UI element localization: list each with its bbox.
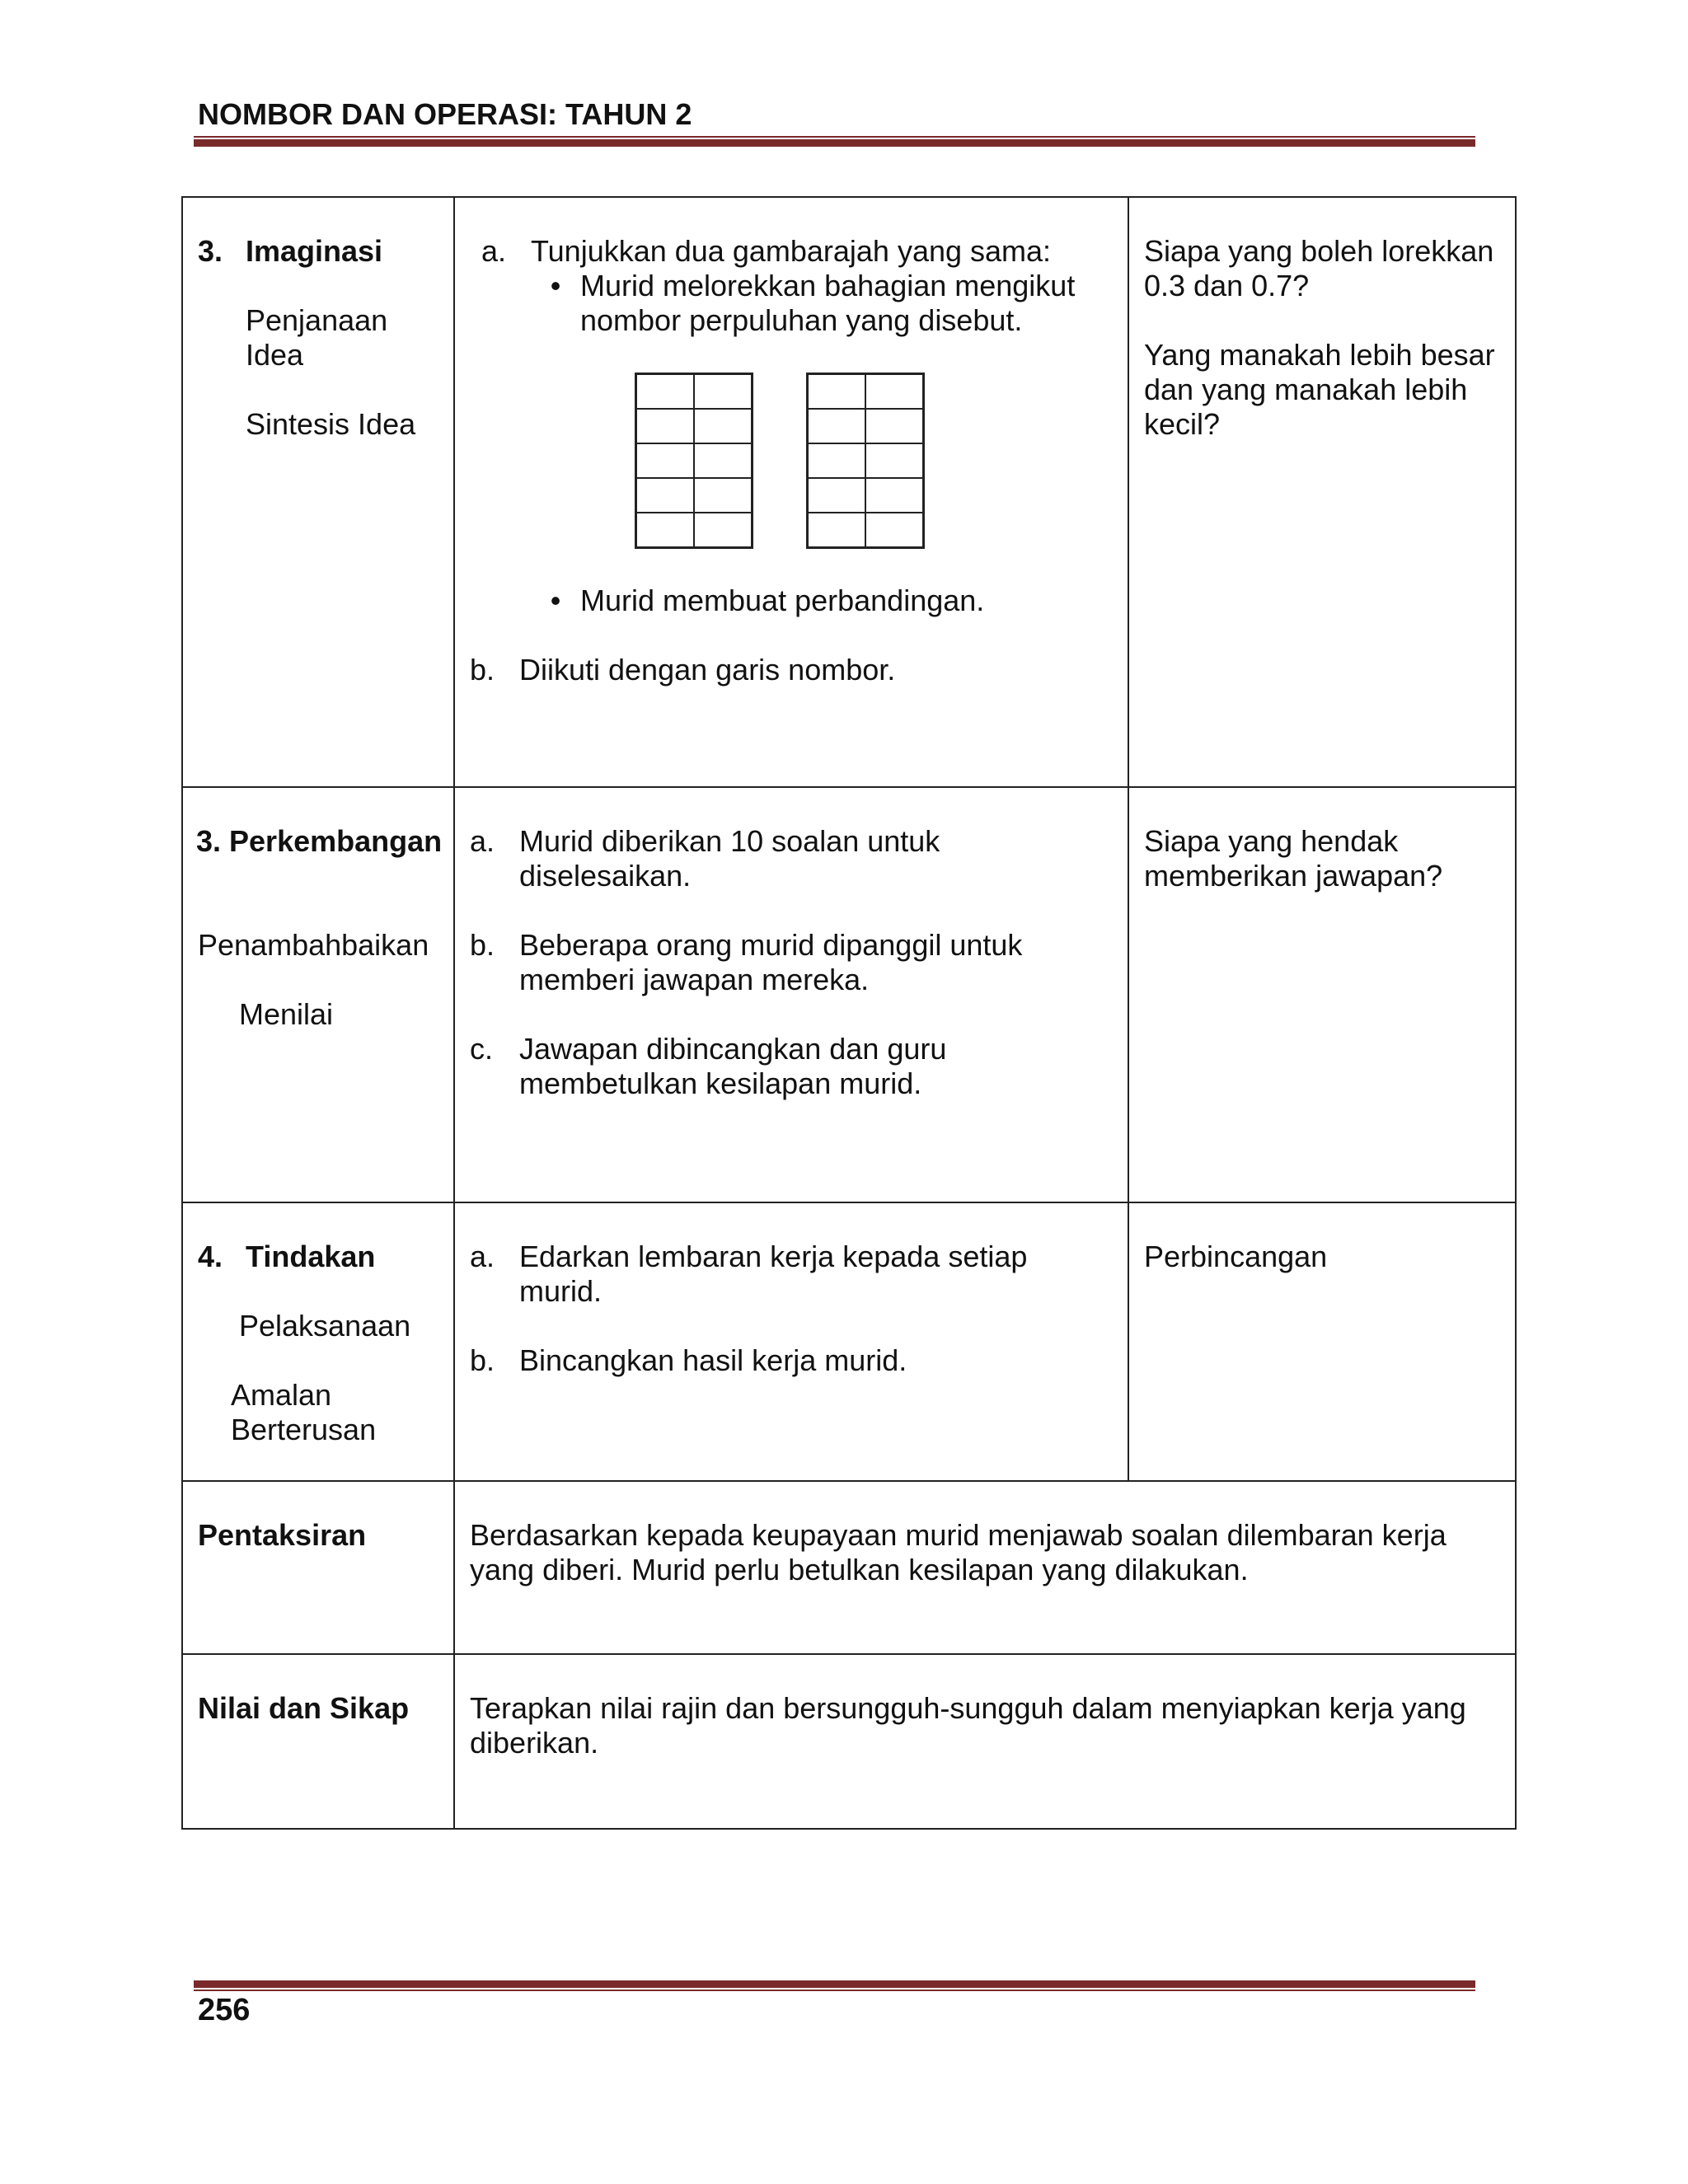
row-text: Berdasarkan kepada keupayaan murid menjawab soalan dilembaran kerja yang diberi. Murid perlu betulkan kesilapan yang dilakukan. <box>454 1481 1516 1654</box>
item-label: a. <box>470 824 495 858</box>
decimal-grid-pair <box>635 373 1114 549</box>
item-label: b. <box>470 1343 495 1377</box>
step-title: 3. Perkembangan <box>196 824 443 858</box>
step-sub-1: Pelaksanaan <box>239 1309 411 1343</box>
item-text: Edarkan lembaran kerja kepada setiap murid. <box>519 1240 1028 1308</box>
step-sub-2: Sintesis Idea <box>246 407 416 441</box>
activity-cell <box>454 197 1128 787</box>
row-label: Pentaksiran <box>182 1481 454 1654</box>
step-number: 4. <box>198 1240 223 1273</box>
step-title: Imaginasi <box>246 234 383 268</box>
step-sub-1: Penjanaan Idea <box>246 303 388 372</box>
step-sub-1: Penambahbaikan <box>198 928 429 962</box>
decimal-grid <box>806 373 925 549</box>
question-text: Yang manakah lebih besar dan yang manakah lebih kecil? <box>1144 338 1495 441</box>
step-cell <box>182 1202 454 1481</box>
question-text: Siapa yang hendak memberikan jawapan? <box>1144 824 1443 893</box>
item-label: b. <box>470 653 495 687</box>
question-cell <box>1128 787 1516 1202</box>
step-sub-2: Amalan Berterusan <box>231 1378 377 1446</box>
item-text: Diikuti dengan garis nombor. <box>519 653 896 687</box>
bullet-text: Murid membuat perbandingan. <box>580 583 985 617</box>
question-cell <box>1128 1202 1516 1481</box>
lesson-plan-table <box>181 196 1517 1830</box>
question-text: Siapa yang boleh lorekkan 0.3 dan 0.7? <box>1144 234 1494 302</box>
row-text: Terapkan nilai rajin dan bersungguh-sungguh dalam menyiapkan kerja yang diberikan. <box>454 1654 1516 1829</box>
item-text: Jawapan dibincangkan dan guru membetulkan kesilapan murid. <box>519 1032 947 1100</box>
step-number: 3. <box>198 234 223 268</box>
item-text: Murid diberikan 10 soalan untuk diselesaikan. <box>519 824 940 893</box>
bullet-icon: • <box>550 269 561 302</box>
table-row-imaginasi <box>182 197 1516 787</box>
bullet-text: Murid melorekkan bahagian mengikut nombor perpuluhan yang disebut. <box>580 269 1076 337</box>
table-row-pentaksiran <box>182 1481 1516 1654</box>
footer-rule-thin <box>194 1990 1475 1991</box>
item-label: b. <box>470 928 495 962</box>
bullet-icon: • <box>550 583 561 617</box>
question-cell <box>1128 197 1516 787</box>
activity-cell <box>454 787 1128 1202</box>
item-label: a. <box>481 234 507 268</box>
activity-cell <box>454 1202 1128 1481</box>
step-cell <box>182 197 454 787</box>
item-text: Beberapa orang murid dipanggil untuk memberi jawapan mereka. <box>519 928 1023 996</box>
question-text: Perbincangan <box>1144 1240 1328 1273</box>
header-rule-thick <box>194 139 1475 147</box>
page-number: 256 <box>198 1993 251 2027</box>
footer-rule-thick <box>194 1980 1475 1988</box>
decimal-grid <box>635 373 753 549</box>
table-row-tindakan <box>182 1202 1516 1481</box>
item-label: c. <box>470 1032 494 1066</box>
header-rule-thin <box>194 136 1475 138</box>
page-header-title: NOMBOR DAN OPERASI: TAHUN 2 <box>198 97 692 131</box>
table-row-perkembangan <box>182 787 1516 1202</box>
step-sub-2: Menilai <box>239 997 334 1031</box>
row-label: Nilai dan Sikap <box>182 1654 454 1829</box>
step-cell <box>182 787 454 1202</box>
item-label: a. <box>470 1240 495 1273</box>
table-row-nilai-sikap <box>182 1654 1516 1829</box>
item-text: Tunjukkan dua gambarajah yang sama: <box>531 234 1052 268</box>
step-title: Tindakan <box>246 1240 376 1273</box>
item-text: Bincangkan hasil kerja murid. <box>519 1343 907 1377</box>
